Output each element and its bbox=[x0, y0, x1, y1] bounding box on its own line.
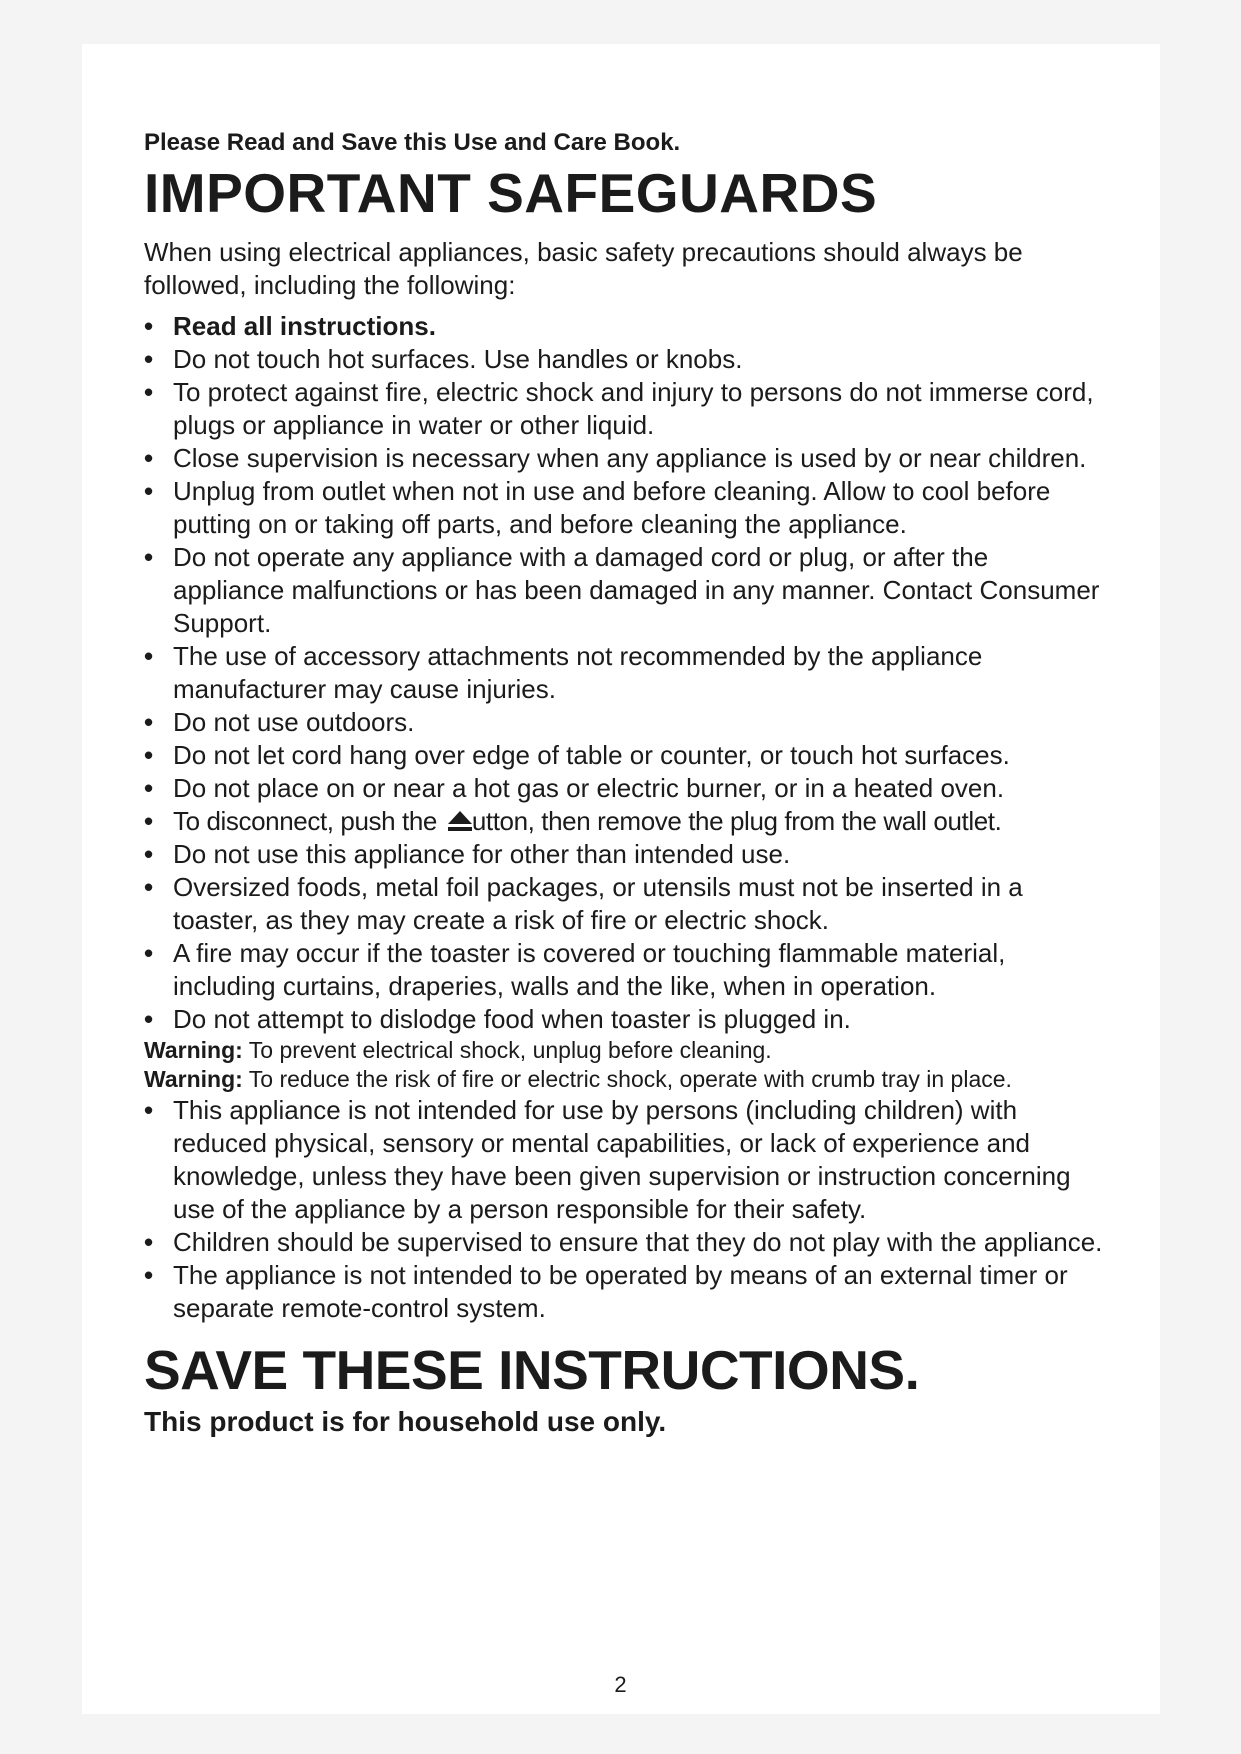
list-item-text: Do not operate any appliance with a damaged cord or plug, or after the appliance malfunctions or has been damaged in any manner. Contact Consumer Support. bbox=[173, 542, 1100, 638]
list-item bbox=[144, 541, 1104, 640]
bullet: • bbox=[144, 1004, 154, 1034]
list-item-text: A fire may occur if the toaster is covered or touching flammable material, including curtains, draperies, walls and the like, when in operation. bbox=[173, 938, 1006, 1001]
eject-icon bbox=[446, 809, 474, 833]
warning-crumb-tray bbox=[144, 1065, 1104, 1094]
list-item bbox=[144, 1094, 1104, 1226]
bullet: • bbox=[144, 740, 154, 770]
list-item bbox=[144, 838, 1104, 871]
list-item-text: utton, then remove the plug from the wall outlet. bbox=[471, 806, 1002, 836]
list-item-text: To protect against fire, electric shock and injury to persons do not immerse cord, plugs or appliance in water or other liquid. bbox=[173, 377, 1094, 440]
bullet: • bbox=[144, 377, 154, 407]
read-and-save-notice: Please Read and Save this Use and Care Book. bbox=[144, 129, 681, 156]
bullet: • bbox=[144, 1260, 154, 1290]
list-item bbox=[144, 343, 1104, 376]
warning-electrical-shock bbox=[144, 1036, 1104, 1065]
bullet: • bbox=[144, 1095, 154, 1125]
intro-paragraph: When using electrical appliances, basic safety precautions should always be followed, including the following: bbox=[144, 237, 1023, 300]
list-item bbox=[144, 442, 1104, 475]
list-item-text: Oversized foods, metal foil packages, or utensils must not be inserted in a toaster, as they may create a risk of fire or electric shock. bbox=[173, 872, 1023, 935]
bullet: • bbox=[144, 476, 154, 506]
bullet: • bbox=[144, 641, 154, 671]
warnings bbox=[144, 1036, 1104, 1094]
warning-label: Warning: bbox=[144, 1037, 243, 1063]
bullet: • bbox=[144, 311, 154, 341]
household-use-notice: This product is for household use only. bbox=[144, 1406, 667, 1437]
list-item bbox=[144, 1259, 1104, 1325]
list-item bbox=[144, 706, 1104, 739]
safeguards-list bbox=[144, 310, 1104, 1036]
list-item bbox=[144, 871, 1104, 937]
list-item bbox=[144, 475, 1104, 541]
list-item bbox=[144, 640, 1104, 706]
warning-text: To prevent electrical shock, unplug before cleaning. bbox=[242, 1037, 772, 1063]
list-item-text: Close supervision is necessary when any appliance is used by or near children. bbox=[173, 443, 1087, 473]
bullet: • bbox=[144, 773, 154, 803]
list-item-text: To disconnect, push the bbox=[173, 806, 444, 836]
page-number: 2 bbox=[614, 1672, 627, 1697]
warning-label: Warning: bbox=[144, 1066, 243, 1092]
page-title: IMPORTANT SAFEGUARDS bbox=[144, 162, 878, 224]
list-item-text: The appliance is not intended to be operated by means of an external timer or separate remote-control system. bbox=[173, 1260, 1068, 1323]
list-item-text: Do not touch hot surfaces. Use handles or knobs. bbox=[173, 344, 743, 374]
bullet: • bbox=[144, 344, 154, 374]
list-item-text: Do not use this appliance for other than intended use. bbox=[173, 839, 791, 869]
warning-text: To reduce the risk of fire or electric shock, operate with crumb tray in place. bbox=[242, 1066, 1012, 1092]
bullet: • bbox=[144, 806, 153, 836]
list-item-text: Unplug from outlet when not in use and before cleaning. Allow to cool before putting on or taking off parts, and before cleaning the appliance. bbox=[173, 476, 1051, 539]
bullet: • bbox=[144, 443, 154, 473]
list-item-text: Do not place on or near a hot gas or electric burner, or in a heated oven. bbox=[173, 773, 1005, 803]
list-item-text: This appliance is not intended for use by persons (including children) with reduced physical, sensory or mental capabilities, or lack of experience and knowledge, unless they have been given supervision or instruction concerning use of the appliance by a person responsible for their safety. bbox=[173, 1095, 1071, 1224]
bullet: • bbox=[144, 872, 154, 902]
supervision-list bbox=[144, 1094, 1104, 1325]
bullet: • bbox=[144, 938, 154, 968]
bullet: • bbox=[144, 707, 154, 737]
list-item-text: Do not let cord hang over edge of table or counter, or touch hot surfaces. bbox=[173, 740, 1010, 770]
list-item bbox=[144, 1003, 1104, 1036]
bullet: • bbox=[144, 542, 154, 572]
list-item-disconnect bbox=[144, 805, 1104, 838]
list-item-text: Children should be supervised to ensure that they do not play with the appliance. bbox=[173, 1227, 1103, 1257]
bullet: • bbox=[144, 839, 154, 869]
document-content bbox=[144, 128, 1104, 1439]
list-item-text: Do not use outdoors. bbox=[173, 707, 415, 737]
list-item bbox=[144, 772, 1104, 805]
list-item-text: The use of accessory attachments not recommended by the appliance manufacturer may cause injuries. bbox=[173, 641, 983, 704]
list-item bbox=[144, 1226, 1104, 1259]
list-item-text: Read all instructions. bbox=[173, 311, 436, 341]
list-item-text: Do not attempt to dislodge food when toaster is plugged in. bbox=[173, 1004, 851, 1034]
list-item bbox=[144, 739, 1104, 772]
list-item bbox=[144, 310, 1104, 343]
list-item bbox=[144, 937, 1104, 1003]
bullet: • bbox=[144, 1227, 154, 1257]
save-instructions-heading: SAVE THESE INSTRUCTIONS. bbox=[144, 1339, 920, 1401]
list-item bbox=[144, 376, 1104, 442]
